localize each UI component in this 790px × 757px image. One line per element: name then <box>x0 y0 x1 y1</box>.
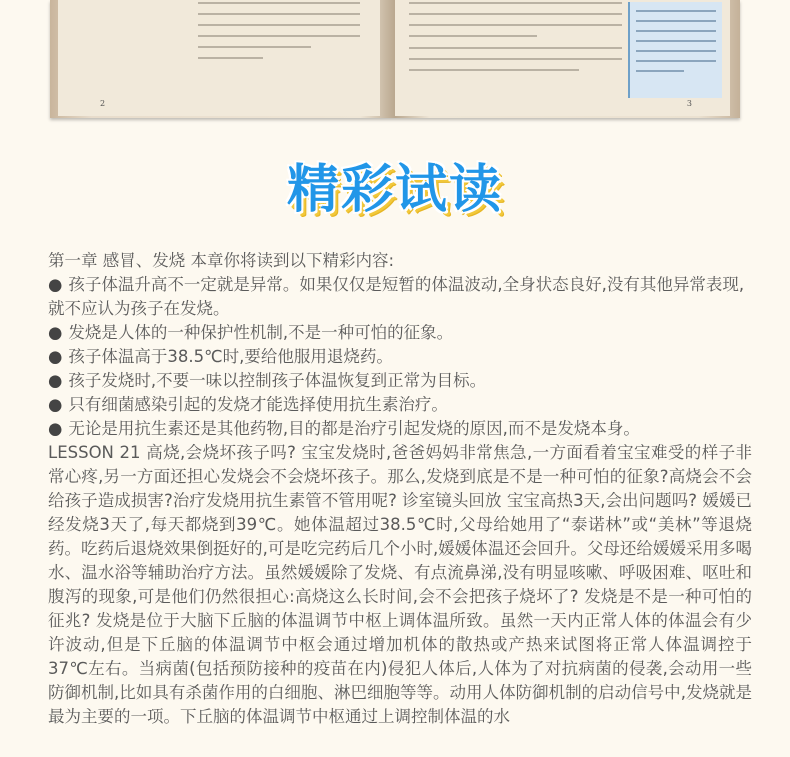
list-item: ● 孩子体温高于38.5℃时,要给他服用退烧药。 <box>48 347 393 366</box>
excerpt-text <box>48 249 752 729</box>
book-left-page <box>58 0 380 116</box>
excerpt-body: LESSON 21 高烧,会烧坏孩子吗? 宝宝发烧时,爸爸妈妈非常焦急,一方面看着宝宝难受的样子非常心疼,另一方面还担心发烧会不会烧坏孩子。那么,发烧到底是不是一种可怕的征象?高烧会不会给孩子造成损害?治疗发烧用抗生素管不管用呢? 诊室镜头回放 宝宝高热3天,会出问题吗? 媛媛已经发烧3天了,每天都烧到39℃。她体温超过38.5℃时,父母给她用了“泰诺林”或“美林”等退烧药。吃药后退烧效果倒挺好的,可是吃完药后几个小时,媛媛体温还会回升。父母还给媛媛采用多喝水、温水浴等辅助治疗方法。虽然媛媛除了发烧、有点流鼻涕,没有明显咳嗽、呼吸困难、呕吐和腹泻的现象,可是他们仍然很担心:高烧这么长时间,会不会把孩子烧坏了? 发烧是不是一种可怕的征兆? 发烧是位于大脑下丘脑的体温调节中枢上调体温所致。虽然一天内正常人体的体温会有少许波动,但是下丘脑的体温调节中枢会通过增加机体的散热或产热来试图将正常人体温调控于37℃左右。当病菌(包括预防接种的疫苗在内)侵犯人体后,人体为了对抗病菌的侵袭,会动用一些防御机制,比如具有杀菌作用的白细胞、淋巴细胞等等。动用人体防御机制的启动信号中,发烧就是最为主要的一项。下丘脑的体温调节中枢通过上调控制体温的水 <box>48 443 752 726</box>
book-spread-photo <box>0 0 790 124</box>
section-heading: 精彩试读 <box>286 160 503 220</box>
bullet-icon: ● <box>48 323 63 342</box>
book-left-page-text <box>198 2 360 68</box>
bullet-icon: ● <box>48 275 63 294</box>
bullet-icon: ● <box>48 419 63 438</box>
list-item: ● 孩子发烧时,不要一味以控制孩子体温恢复到正常为目标。 <box>48 371 487 390</box>
book-tip-box <box>628 2 722 98</box>
book-left-page-number: 2 <box>100 99 106 108</box>
book-right-page-text <box>409 2 622 80</box>
list-item: ● 只有细菌感染引起的发烧才能选择使用抗生素治疗。 <box>48 395 448 414</box>
list-item: ● 孩子体温升高不一定就是异常。如果仅仅是短暂的体温波动,全身状态良好,没有其他异常表现,就不应认为孩子在发烧。 <box>48 275 745 318</box>
book-right-page-number: 3 <box>686 99 692 108</box>
bullet-icon: ● <box>48 371 63 390</box>
bullet-icon: ● <box>48 395 63 414</box>
bullet-icon: ● <box>48 347 63 366</box>
book-right-page <box>395 0 730 116</box>
list-item: ● 发烧是人体的一种保护性机制,不是一种可怕的征象。 <box>48 323 454 342</box>
chapter-intro: 第一章 感冒、发烧 本章你将读到以下精彩内容: <box>48 251 395 270</box>
list-item: ● 无论是用抗生素还是其他药物,目的都是治疗引起发烧的原因,而不是发烧本身。 <box>48 419 640 438</box>
